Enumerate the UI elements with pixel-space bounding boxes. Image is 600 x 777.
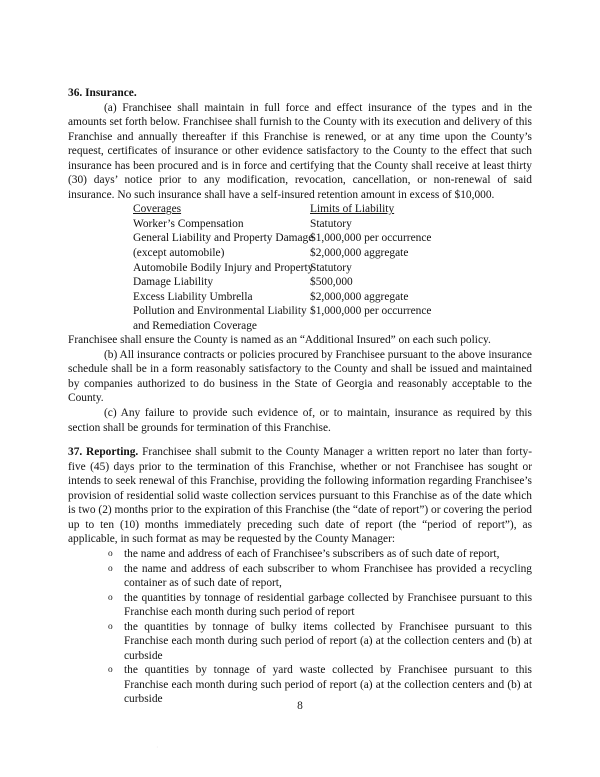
scan-artifact: ·	[156, 743, 159, 752]
section-spacer	[68, 435, 532, 445]
table-header-row	[133, 202, 532, 217]
limit-cell: $2,000,000 aggregate	[310, 247, 409, 260]
additional-insured-note: Franchisee shall ensure the County is named as an “Additional Insured” on each such policy.	[68, 334, 491, 347]
limit-cell: $2,000,000 aggregate	[310, 290, 409, 303]
section-36-heading: 36. Insurance.	[68, 87, 137, 99]
list-item-text: the quantities by tonnage of residential garbage collected by Franchisee pursuant to this Franchise each month during such period of report	[124, 591, 532, 619]
section-37-heading: 37. Reporting.	[68, 446, 139, 459]
coverage-cell: Pollution and Environmental Liability	[133, 305, 307, 318]
table-row	[133, 304, 532, 319]
list-item-text: the quantities by tonnage of bulky items collected by Franchisee pursuant to this Franchise each month during such period of report (a) at the collection centers and (b) at curbside	[124, 620, 532, 662]
coverage-cell: Automobile Bodily Injury and Property	[133, 261, 314, 274]
limit-cell: $500,000	[310, 276, 353, 289]
section-37-body: Franchisee shall submit to the County Manager a written report no later than forty-five (45) days prior to the termination of this Franchise, whether or not Franchisee has sought or intends to seek renewal of this Franchise, providing the following information regarding Franchisee’s provision of residential solid waste collection services pursuant to this Franchise as of the date which is two (2) months prior to the expiration of this Franchise (the “date of report”) or covering the period up to ten (10) months immediately preceding such date of report (the “period of report”), as applicable, in such format as may be requested by the County Manager:	[68, 446, 533, 546]
bullet-circle-icon: o	[108, 548, 113, 559]
list-item-text: the name and address of each subscriber to whom Franchisee has provided a recycling container as of such date of report,	[124, 562, 532, 590]
table-row	[133, 275, 532, 290]
table-row	[133, 217, 532, 232]
table-row	[133, 231, 532, 246]
section-36-paragraph-a: (a) Franchisee shall maintain in full force and effect insurance of the types and in the amounts set forth below. Franchisee shall furnish to the County with its execution and delivery of this Franchise and annually thereafter if this Franchise is renewed, or at any time upon the County’s request, certificates of insurance or other evidence satisfactory to the County to the effect that such insurance has been procured and is in force and certifying that the County shall receive at least thirty (30) days’ notice prior to any modification, revocation, cancellation, or non-renewal of said insurance. No such insurance shall have a self-insured retention amount in excess of $10,000.	[68, 101, 532, 201]
list-item-text: the name and address of each of Franchisee’s subscribers as of such date of report,	[124, 547, 500, 560]
bullet-circle-icon: o	[108, 621, 113, 632]
coverage-cell: General Liability and Property Damage	[133, 232, 314, 245]
section-37-paragraph	[68, 445, 532, 547]
coverage-cell: (except automobile)	[133, 247, 225, 260]
section-36-paragraph-c: (c) Any failure to provide such evidence of, or to maintain, insurance as required by this section shall be grounds for termination of this Franchise.	[68, 407, 532, 434]
page-number: 8	[297, 700, 303, 712]
table-row	[133, 261, 532, 276]
table-row	[133, 319, 532, 334]
coverage-cell: Damage Liability	[133, 276, 214, 289]
list-item	[68, 562, 532, 591]
coverage-cell: Worker’s Compensation	[133, 217, 244, 230]
list-item-text: the quantities by tonnage of yard waste collected by Franchisee pursuant to this Franchise each month during such period of report (a) at the collection centers and (b) at curbside	[124, 664, 532, 706]
coverage-cell: and Remediation Coverage	[133, 319, 257, 332]
page-content	[68, 86, 532, 707]
limit-cell: Statutory	[310, 261, 352, 274]
bullet-circle-icon: o	[108, 563, 113, 574]
insurance-coverage-table	[133, 202, 532, 333]
list-item	[68, 547, 532, 562]
limit-cell: $1,000,000 per occurrence	[310, 305, 432, 318]
table-row	[133, 246, 532, 261]
bullet-circle-icon: o	[108, 665, 113, 676]
section-36-paragraph-b: (b) All insurance contracts or policies procured by Franchisee pursuant to the above insurance schedule shall be in a form reasonably satisfactory to the County and shall be issued and maintained by companies authorized to do business in the State of Georgia and reasonably acceptable to the County.	[68, 348, 532, 405]
bullet-circle-icon: o	[108, 592, 113, 603]
coverage-cell: Excess Liability Umbrella	[133, 290, 253, 303]
reporting-requirements-list	[68, 547, 532, 707]
limit-cell: $1,000,000 per occurrence	[310, 232, 432, 245]
limit-cell	[310, 319, 532, 334]
coverage-table-body	[133, 202, 532, 333]
list-item	[68, 591, 532, 620]
column-header-coverages	[133, 202, 310, 217]
list-item	[68, 620, 532, 664]
table-row	[133, 290, 532, 305]
limit-cell: Statutory	[310, 217, 352, 230]
limits-header-label: Limits of Liability	[310, 203, 395, 216]
column-header-limits	[310, 202, 532, 217]
coverages-header-label: Coverages	[133, 203, 182, 216]
